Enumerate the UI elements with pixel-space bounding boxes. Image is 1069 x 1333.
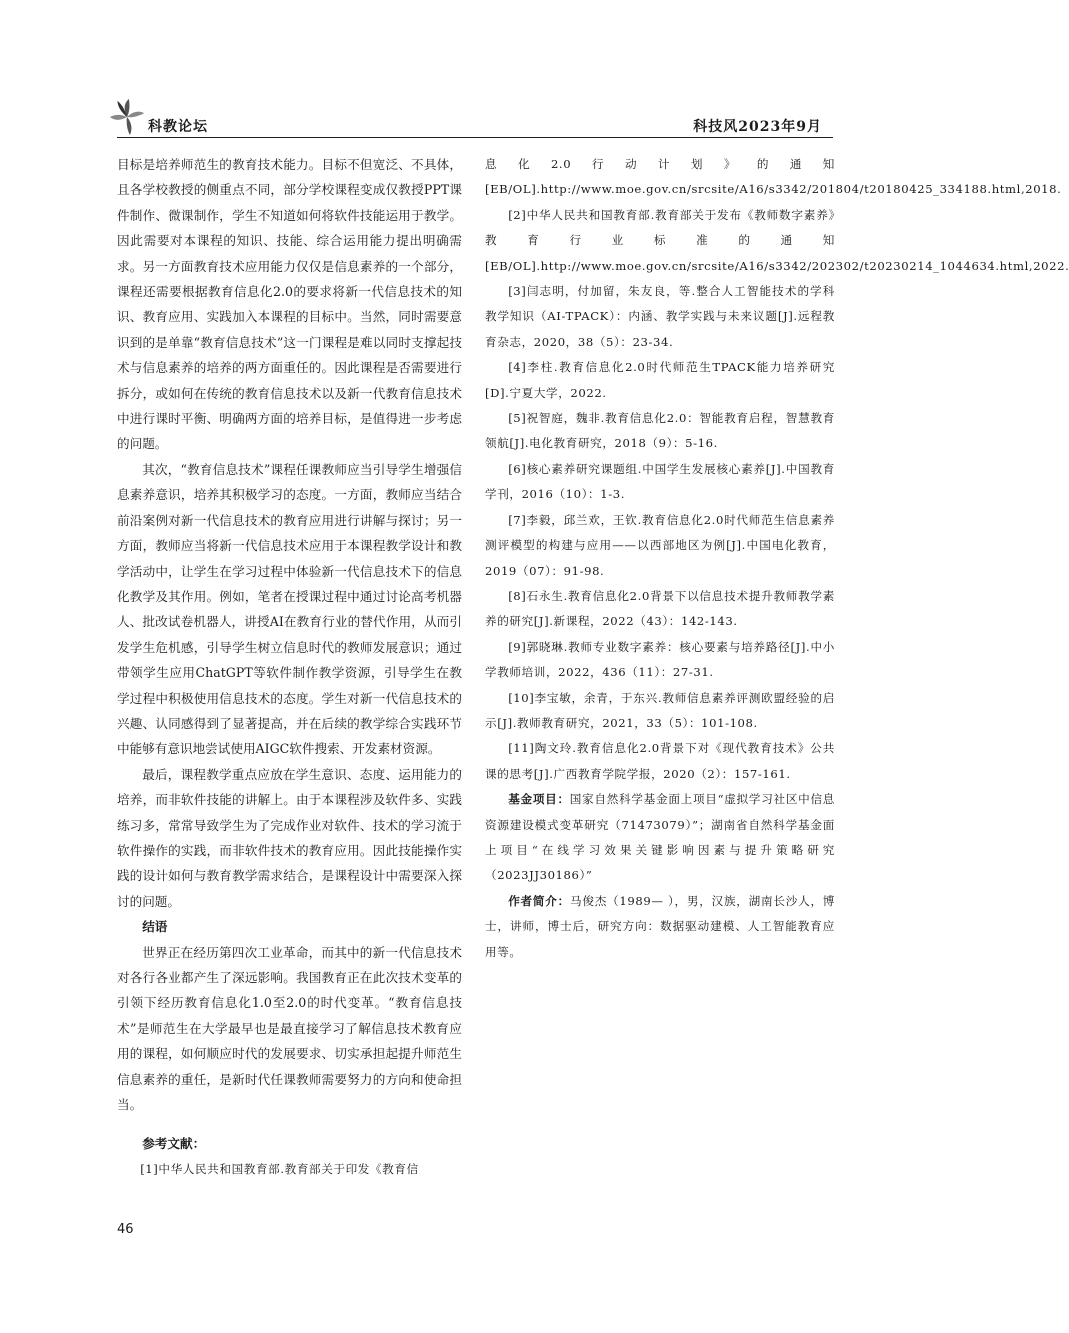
body-paragraph: 目标是培养师范生的教育技术能力。目标不但宽泛、不具体，且各学校教授的侧重点不同，部分学校课程变成仅教授PPT课件制作、微课制作，学生不知道如何将软件技能运用于教学。因此需要对本课程的知识、技能、综合运用能力提出明确需求。另一方面教育技术应用能力仅仅是信息素养的一个部分，课程还需要根据教育信息化2.0的要求将新一代信息技术的知识、教育应用、实践加入本课程的目标中。当然，同时需要意识到的是单靠“教育信息技术”这一门课程是难以同时支撑起技术与信息素养的培养的两方面重任的。因此课程是否需要进行拆分，或如何在传统的教育信息技术以及新一代教育信息技术中进行课时平衡、明确两方面的培养目标，是值得进一步考虑的问题。 [117, 157, 462, 452]
right-column [485, 152, 1069, 965]
header-rule [117, 137, 833, 138]
conclusion-heading: 结语 [142, 919, 168, 935]
reference-item: [5]祝智庭，魏非.教育信息化2.0：智能教育启程，智慧教育领航[J].电化教育研究，2018（9）：5-16. [485, 411, 835, 451]
left-column [117, 152, 462, 1182]
reference-item: [2]中华人民共和国教育部.教育部关于发布《教师数字素养》教育行业标准的通知[EB/OL].http://www.moe.gov.cn/srcsite/A16/s3342/202302/t20230214_1044634.html,2022. [485, 207, 1069, 273]
reference-item: [8]石永生.教育信息化2.0背景下以信息技术提升教师教学素养的研究[J].新课程，2022（43）：142-143. [485, 588, 835, 629]
references-heading: 参考文献： [142, 1136, 206, 1152]
reference-item: [6]核心素养研究课题组.中国学生发展核心素养[J].中国教育学刊，2016（10）：1-3. [485, 461, 835, 502]
section-title: 科教论坛 [148, 119, 208, 135]
author-text: 马俊杰（1989— ），男，汉族，湖南长沙人，博士，讲师，博士后，研究方向：数据驱动建模、人工智能教育应用等。 [485, 893, 835, 959]
fund-text: 国家自然科学基金面上项目“虚拟学习社区中信息资源建设模式变革研究（71473079）”；湖南省自然科学基金面上项目“在线学习效果关键影响因素与提升策略研究（2023JJ30186）” [485, 792, 835, 883]
reference-item: [4]李柱.教育信息化2.0时代师范生TPACK能力培养研究[D].宁夏大学，2022. [485, 360, 835, 400]
page-number: 46 [117, 1222, 134, 1237]
fund-label: 基金项目： [508, 792, 570, 807]
journal-leaf-logo-icon [108, 98, 146, 136]
reference-item: [3]闫志明，付加留，朱友良，等.整合人工智能技术的学科教学知识（AI-TPACK）：内涵、教学实践与未来议题[J].远程教育杂志，2020，38（5）：23-34. [485, 284, 835, 349]
author-label: 作者简介： [508, 893, 570, 908]
reference-item: [7]李毅，邱兰欢，王钦.教育信息化2.0时代师范生信息素养测评模型的构建与应用——以西部地区为例[J].中国电化教育，2019（07）：91-98. [485, 512, 835, 578]
body-paragraph: 其次，“教育信息技术”课程任课教师应当引导学生增强信息素养意识，培养其积极学习的态度。一方面，教师应当结合前沿案例对新一代信息技术的教育应用进行讲解与探讨；另一方面，教师应当将新一代信息技术应用于本课程教学设计和教学活动中，让学生在学习过程中体验新一代信息技术下的信息化教学及其作用。例如，笔者在授课过程中通过讨论高考机器人、批改试卷机器人，讲授AI在教育行业的替代作用，从而引发学生危机感，引导学生树立信息时代的教师发展意识；通过带领学生应用ChatGPT等软件制作教学资源，引导学生在教学过程中积极使用信息技术的态度。学生对新一代信息技术的兴趣、认同感得到了显著提高，并在后续的教学综合实践环节中能够有意识地尝试使用AIGC软件搜索、开发素材资源。 [117, 461, 462, 757]
reference-item: [9]郭晓琳.教师专业数字素养：核心要素与培养路径[J].中小学教师培训，2022，436（11）：27-31. [485, 639, 835, 680]
fund-note [485, 787, 835, 889]
author-note [485, 889, 835, 965]
conclusion-paragraph: 世界正在经历第四次工业革命，而其中的新一代信息技术对各行各业都产生了深远影响。我国教育正在此次技术变革的引领下经历教育信息化1.0至2.0的时代变革。“教育信息技术”是师范生在大学最早也是最直接学习了解信息技术教育应用的课程，如何顺应时代的发展要求、切实承担起提升师范生信息素养的重任，是新时代任课教师需要努力的方向和使命担当。 [117, 944, 462, 1113]
reference-item: [1]中华人民共和国教育部.教育部关于印发《教育信 [140, 1161, 419, 1176]
body-paragraph: 最后，课程教学重点应放在学生意识、态度、运用能力的培养，而非软件技能的讲解上。由于本课程涉及软件多、实践练习多，常常导致学生为了完成作业对软件、技术的学习流于软件操作的实践，而非软件技术的教育应用。因此技能操作实践的设计如何与教育教学需求结合，是课程设计中需要深入探讨的问题。 [117, 766, 462, 909]
reference-continuation: 息化2.0行动计划》的通知[EB/OL].http://www.moe.gov.cn/srcsite/A16/s3342/201804/t20180425_334188.html,2018. [485, 157, 1062, 197]
journal-issue: 科技风2023年9月 [693, 119, 822, 135]
reference-item: [10]李宝敏，余青，于东兴.教师信息素养评测欧盟经验的启示[J].教师教育研究，2021，33（5）：101-108. [485, 690, 835, 730]
reference-item: [11]陶文玲.教育信息化2.0背景下对《现代教育技术》公共课的思考[J].广西教育学院学报，2020（2）：157-161. [485, 741, 835, 781]
